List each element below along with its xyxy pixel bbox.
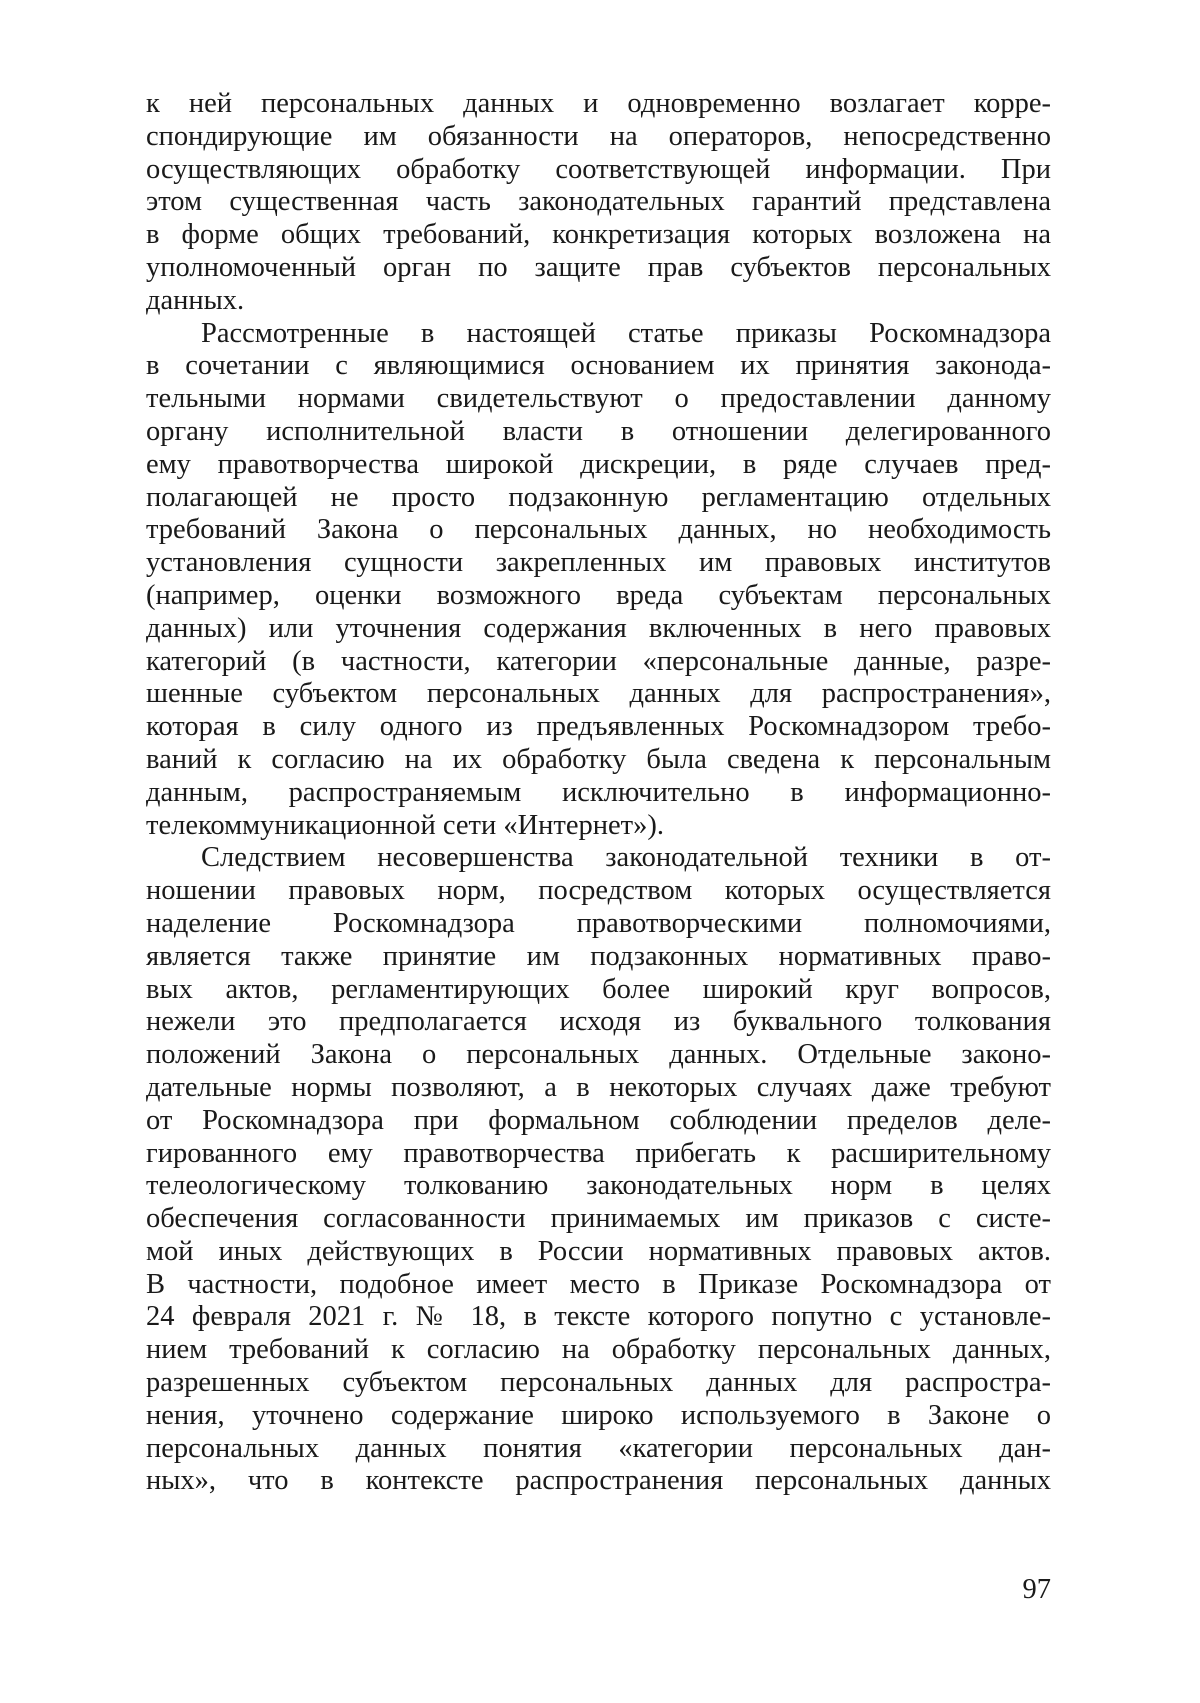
- text-line: ваний к согласию на их обработку была сведена к персональным: [146, 744, 1051, 777]
- text-line: шенные субъектом персональных данных для распространения»,: [146, 678, 1051, 711]
- text-line: осуществляющих обработку соответствующей информации. При: [146, 154, 1051, 187]
- text-line: дательные нормы позволяют, а в некоторых случаях даже требуют: [146, 1072, 1051, 1105]
- text-line: является также принятие им подзаконных нормативных право-: [146, 941, 1051, 974]
- text-line: разрешенных субъектом персональных данных для распростра-: [146, 1367, 1051, 1400]
- text-line: от Роскомнадзора при формальном соблюдении пределов деле-: [146, 1105, 1051, 1138]
- text-line: тельными нормами свидетельствуют о предоставлении данному: [146, 383, 1051, 416]
- text-line: обеспечения согласованности принимаемых им приказов с систе-: [146, 1203, 1051, 1236]
- text-line: нежели это предполагается исходя из буквального толкования: [146, 1006, 1051, 1039]
- text-line: ему правотворчества широкой дискреции, в ряде случаев пред-: [146, 449, 1051, 482]
- text-line: требований Закона о персональных данных, но необходимость: [146, 514, 1051, 547]
- text-line: телеологическому толкованию законодательных норм в целях: [146, 1170, 1051, 1203]
- text-line: мой иных действующих в России нормативных правовых актов.: [146, 1236, 1051, 1269]
- text-line: В частности, подобное имеет место в Приказе Роскомнадзора от: [146, 1269, 1051, 1302]
- text-line: категорий (в частности, категории «персональные данные, разре-: [146, 646, 1051, 679]
- text-line: данных.: [146, 285, 1051, 318]
- text-line: уполномоченный орган по защите прав субъектов персональных: [146, 252, 1051, 285]
- text-line: в сочетании с являющимися основанием их принятия законода-: [146, 350, 1051, 383]
- text-line: персональных данных понятия «категории персональных дан-: [146, 1433, 1051, 1466]
- text-line: положений Закона о персональных данных. Отдельные законо-: [146, 1039, 1051, 1072]
- text-line: полагающей не просто подзаконную регламентацию отдельных: [146, 482, 1051, 515]
- text-line: ных», что в контексте распространения персональных данных: [146, 1465, 1051, 1498]
- document-page: [0, 0, 1200, 1703]
- body-text: [146, 88, 1051, 1498]
- text-line: установления сущности закрепленных им правовых институтов: [146, 547, 1051, 580]
- text-line: в форме общих требований, конкретизация которых возложена на: [146, 219, 1051, 252]
- page-number: 97: [1023, 1574, 1052, 1606]
- text-line: наделение Роскомнадзора правотворческими полномочиями,: [146, 908, 1051, 941]
- text-line: нения, уточнено содержание широко используемого в Законе о: [146, 1400, 1051, 1433]
- text-line: гированного ему правотворчества прибегать к расширительному: [146, 1138, 1051, 1171]
- text-line: данных) или уточнения содержания включенных в него правовых: [146, 613, 1051, 646]
- text-line: спондирующие им обязанности на операторов, непосредственно: [146, 121, 1051, 154]
- text-line: Рассмотренные в настоящей статье приказы Роскомнадзора: [146, 318, 1051, 351]
- text-line: этом существенная часть законодательных гарантий представлена: [146, 186, 1051, 219]
- text-line: 24 февраля 2021 г. № 18, в тексте которого попутно с установле-: [146, 1301, 1051, 1334]
- text-line: ношении правовых норм, посредством которых осуществляется: [146, 875, 1051, 908]
- text-line: нием требований к согласию на обработку персональных данных,: [146, 1334, 1051, 1367]
- text-line: данным, распространяемым исключительно в информационно-: [146, 777, 1051, 810]
- text-line: органу исполнительной власти в отношении делегированного: [146, 416, 1051, 449]
- text-line: (например, оценки возможного вреда субъектам персональных: [146, 580, 1051, 613]
- text-line: которая в силу одного из предъявленных Роскомнадзором требо-: [146, 711, 1051, 744]
- text-line: к ней персональных данных и одновременно возлагает корре-: [146, 88, 1051, 121]
- text-line: телекоммуникационной сети «Интернет»).: [146, 810, 1051, 843]
- text-line: Следствием несовершенства законодательной техники в от-: [146, 842, 1051, 875]
- text-line: вых актов, регламентирующих более широкий круг вопросов,: [146, 974, 1051, 1007]
